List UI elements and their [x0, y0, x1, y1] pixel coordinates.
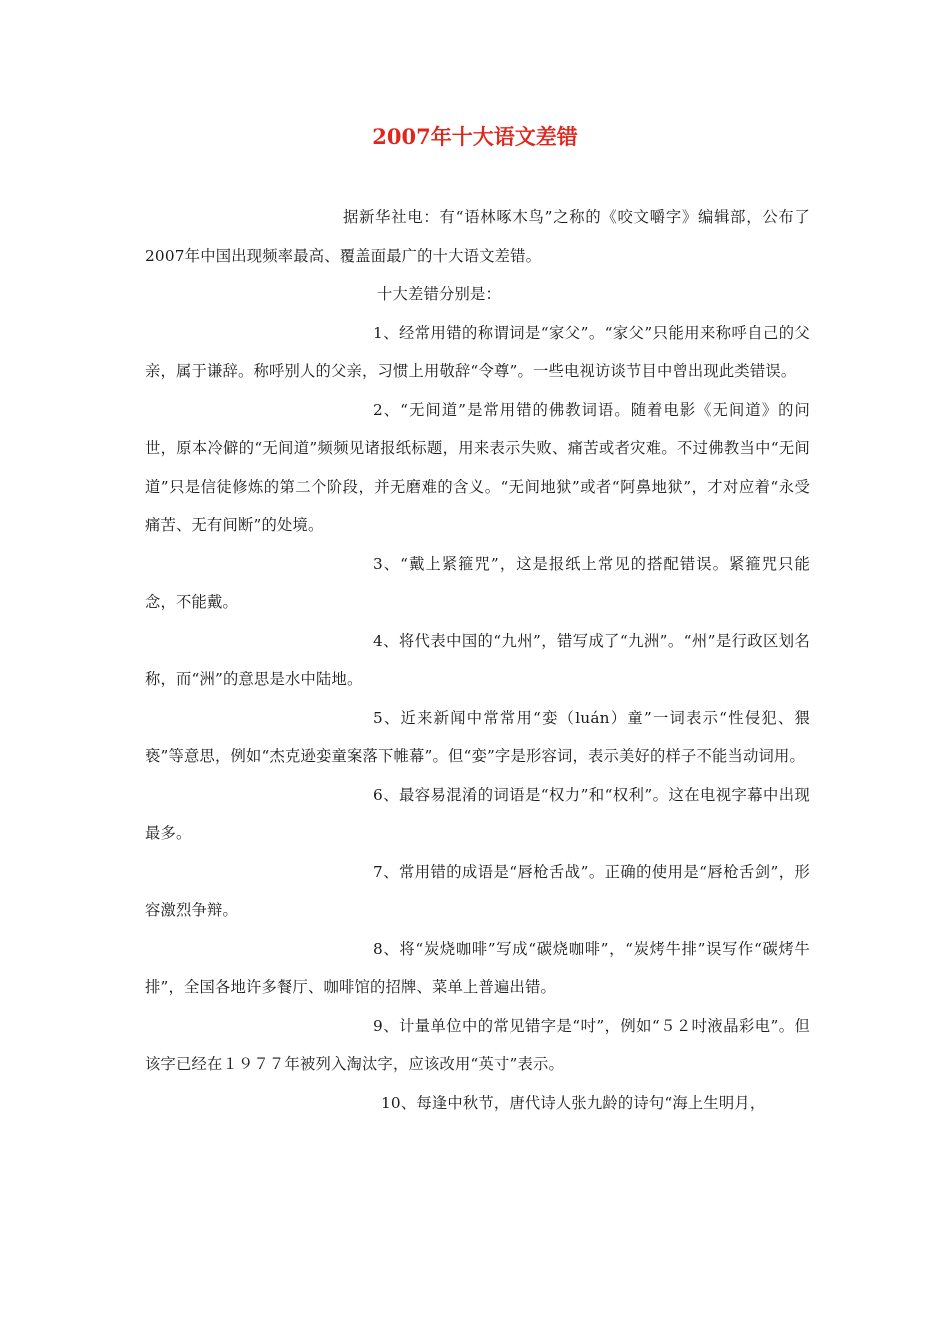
- article-body: [145, 198, 810, 1122]
- list-item: 9、计量单位中的常见错字是“吋”，例如“５２吋液晶彩电”。但该字已经在１９７７年被列入淘汰字，应该改用“英寸”表示。: [145, 1016, 810, 1073]
- list-item: 6、最容易混淆的词语是“权力”和“权利”。这在电视字幕中出现最多。: [145, 785, 810, 842]
- list-item: 10、每逢中秋节，唐代诗人张九龄的诗句“海上生明月，: [381, 1093, 766, 1112]
- list-item: 5、近来新闻中常常用“娈（luán）童”一词表示“性侵犯、猥亵”等意思，例如“杰克逊娈童案落下帷幕”。但“娈”字是形容词，表示美好的样子不能当动词用。: [145, 708, 810, 765]
- list-item: 7、常用错的成语是“唇枪舌战”。正确的使用是“唇枪舌剑”，形容激烈争辩。: [145, 862, 810, 919]
- list-subheading: 十大差错分别是：: [377, 285, 501, 303]
- intro-paragraph: 据新华社电：有“语林啄木鸟”之称的《咬文嚼字》编辑部，公布了2007年中国出现频率最高、覆盖面最广的十大语文差错。: [145, 208, 810, 265]
- list-item: 4、将代表中国的“九州”，错写成了“九洲”。“州”是行政区划名称，而“洲”的意思是水中陆地。: [145, 631, 810, 688]
- list-item: 8、将“炭烧咖啡”写成“碳烧咖啡”，“炭烤牛排”误写作“碳烤牛排”，全国各地许多餐厅、咖啡馆的招牌、菜单上普遍出错。: [145, 939, 810, 996]
- list-item: 1、经常用错的称谓词是“家父”。“家父”只能用来称呼自己的父亲，属于谦辞。称呼别人的父亲，习惯上用敬辞“令尊”。一些电视访谈节目中曾出现此类错误。: [145, 323, 810, 380]
- list-item: 2、“无间道”是常用错的佛教词语。随着电影《无间道》的问世，原本冷僻的“无间道”频频见诸报纸标题，用来表示失败、痛苦或者灾难。不过佛教当中“无间道”只是信徒修炼的第二个阶段，并无磨难的含义。“无间地狱”或者“阿鼻地狱”，才对应着“永受痛苦、无有间断”的处境。: [145, 400, 810, 534]
- page-title: 2007年十大语文差错: [372, 124, 578, 149]
- list-item: 3、“戴上紧箍咒”，这是报纸上常见的搭配错误。紧箍咒只能念，不能戴。: [145, 554, 810, 611]
